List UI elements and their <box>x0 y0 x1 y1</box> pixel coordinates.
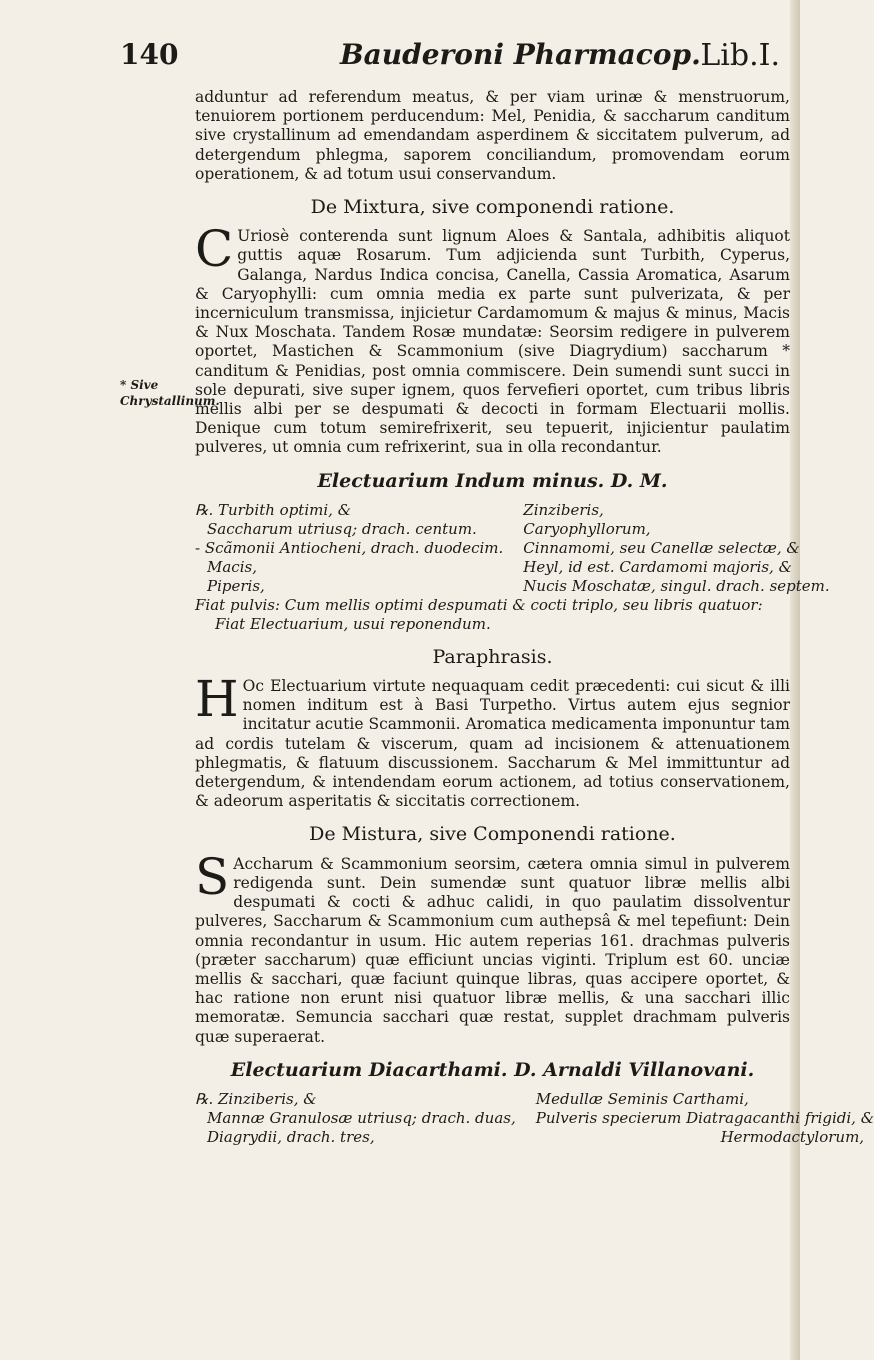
ingredient-left: - Scãmonii Antiocheni, drach. duodecim. <box>195 538 504 557</box>
ingredient-right: Medullæ Seminis Carthami, <box>535 1089 749 1108</box>
page-edge <box>790 0 800 1360</box>
running-title: Bauderoni Pharmacop. <box>340 38 701 71</box>
ingredient-right: Cinnamomi, seu Canellæ selectæ, & <box>523 538 800 557</box>
ingredient-list <box>195 1089 874 1147</box>
section-heading-paraphrasis: Paraphrasis. <box>432 645 553 668</box>
paragraph-text: Accharum & Scammonium seorsim, cætera omnia simul in pulverem redigenda sunt. Dein sumendæ sunt quatuor libræ mellis albi despumati & cocti & adhuc calidi, in quo paulatim dissolventur pulveres, Saccharum & Scammonium cum authepsâ & mel tepefiunt: Dein omnia recondantur in usum. Hic autem reperias 161. drachmas pulveris (præter saccharum) quæ efficiunt uncias viginti. Triplum est 60. unciæ mellis & sacchari, quæ faciunt quinque libras, quas accipere oportet, & hac ratione non erunt nisi quatuor libræ mellis, & una sacchari illic memoratæ. Semuncia sacchari quæ restat, supplet drachmam pulveris quæ superaerat. <box>195 854 790 1046</box>
section-paragraph-paraphrasis <box>195 670 790 811</box>
page-number: 140 <box>120 38 179 71</box>
marginal-note: * Sive Chrystallinum. <box>120 378 220 408</box>
ingredient-left: Macis, <box>207 557 257 576</box>
ingredient-left: Mannæ Granulosæ utriusq; drach. duas, <box>207 1108 516 1127</box>
section-paragraph-mistura <box>195 847 790 1047</box>
recipe-instruction: Fiat pulvis: Cum mellis optimi despumati & cocti triplo, seu libris quatuor: <box>195 595 763 614</box>
book-number: Lib.I. <box>700 38 780 73</box>
recipe-heading-indum: Electuarium Indum minus. D. M. <box>317 469 668 492</box>
intro-paragraph: adduntur ad referendum meatus, & per viam urinæ & menstruorum, tenuiorem portionem perducendum: Mel, Penidia, & saccharum canditum sive crystallinum ad emendandam asperdinem & siccitatem pulverum, ad detergendum phlegma, saporem conciliandum, promovendam eorum operationem, & ad totum usui conservandum. <box>195 88 790 183</box>
text-body <box>195 88 874 1147</box>
ingredient-right: Heyl, id est. Cardamomi majoris, & <box>523 557 792 576</box>
section-paragraph-mixtura <box>195 220 790 457</box>
recipe-heading-diacarthami: Electuarium Diacarthami. D. Arnaldi Villanovani. <box>230 1058 755 1081</box>
ingredient-right: Nucis Moschatæ, singul. drach. septem. <box>523 576 830 595</box>
section-heading-mistura: De Mistura, sive Componendi ratione. <box>309 823 676 846</box>
paragraph-text: Uriosè conterenda sunt lignum Aloes & Santala, adhibitis aliquot guttis aquæ Rosarum. Tum adjicienda sunt Turbith, Cyperus, Galanga, Nardus Indica concisa, Canella, Cassia Aromatica, Asarum & Caryophylli: cum omnia media ex parte sunt pulverizata, & per incerniculum transmissa, injicietur Cardamomum & majus & minus, Macis & Nux Moschata. Tandem Rosæ mundatæ: Seorsim redigere in pulverem oportet, Mastichen & Scammonium (sive Diagrydium) saccharum * canditum & Penidias, post omnia commiscere. Dein sumendi sunt succi in sole depurati, sive super ignem, quos fervefieri oportet, cum tribus libris mellis albi per se despumati & decocti in formam Electuarii mollis. Denique cum totum semirefrixerit, seu tepuerit, injicientur paulatim pulveres, ut omnia cum refrixerint, sua in olla recondantur. <box>195 227 790 457</box>
ingredient-left: Diagrydii, drach. tres, <box>207 1127 375 1146</box>
section-heading-mixtura: De Mixtura, sive componendi ratione. <box>310 196 675 219</box>
drop-cap: C <box>195 220 234 279</box>
paragraph-text: Oc Electuarium virtute nequaquam cedit præcedenti: cui sicut & illi nomen inditum est à Basi Turpetho. Virtus autem ejus segnior incitatur acutie Scammonii. Aromatica medicamenta imponuntur tam ad cordis tutelam & viscerum, quam ad incisionem & attenuationem phlegmatis, & flatuum discussionem. Saccharum & Mel immittuntur ad detergendum, & intendendam eorum actionem, ad totius conservationem, & adeorum asperitatis & siccitatis correctionem. <box>195 677 790 811</box>
recipe-instruction: Fiat Electuarium, usui reponendum. <box>215 614 491 633</box>
drop-cap: H <box>195 670 239 729</box>
ingredient-right: Pulveris specierum Diatragacanthi frigidi, & <box>535 1108 874 1127</box>
ingredient-left: Piperis, <box>207 576 265 595</box>
ingredient-left: ℞. Zinziberis, & <box>195 1089 317 1108</box>
ingredient-list <box>195 500 830 596</box>
recipe-diacarthami <box>195 1089 874 1147</box>
drop-cap: S <box>195 847 230 906</box>
ingredient-right: Zinziberis, <box>523 500 604 519</box>
ingredient-left: Saccharum utriusq; drach. centum. <box>207 519 477 538</box>
recipe-indum <box>195 500 830 634</box>
ingredient-left: ℞. Turbith optimi, & <box>195 500 352 519</box>
ingredient-right: Caryophyllorum, <box>523 519 651 538</box>
running-head <box>120 38 780 82</box>
ingredient-right: Hermodactylorum, <box>720 1127 865 1146</box>
